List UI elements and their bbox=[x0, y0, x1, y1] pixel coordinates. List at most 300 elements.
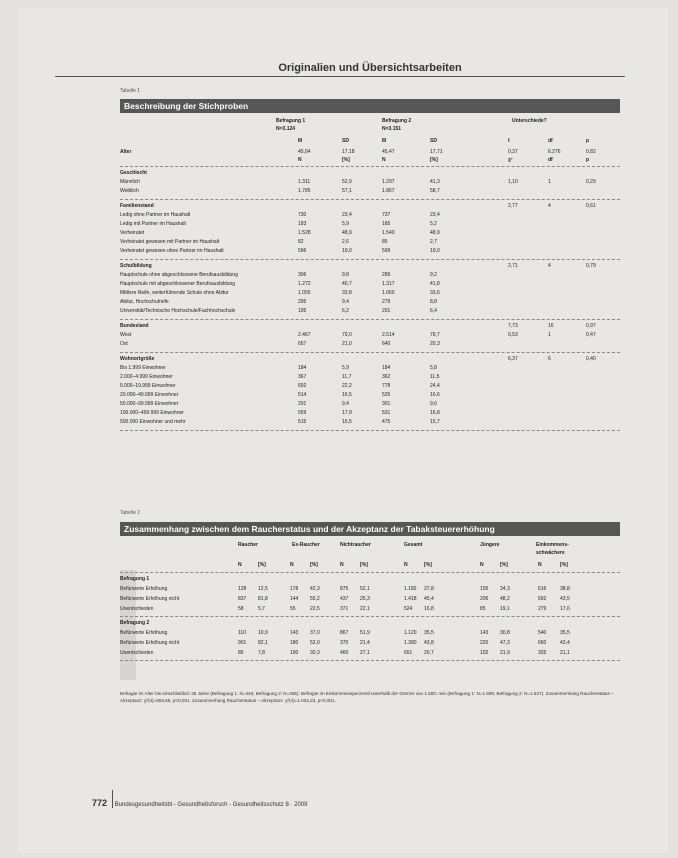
table-cell: 540 bbox=[538, 630, 547, 636]
table-cell: 5,9 bbox=[342, 221, 349, 227]
table-cell: 657 bbox=[298, 341, 307, 347]
column-header: N bbox=[290, 562, 294, 568]
row-divider bbox=[120, 319, 620, 320]
table-cell: 370 bbox=[340, 640, 349, 646]
column-header: df bbox=[548, 138, 553, 144]
section-header bbox=[120, 263, 620, 272]
table-cell: Befürworte Erhöhung nicht bbox=[120, 596, 180, 602]
table-cell: 48,2 bbox=[500, 596, 510, 602]
table-cell: 40,7 bbox=[342, 281, 352, 287]
table-cell: 306 bbox=[298, 272, 307, 278]
column-header: N bbox=[480, 562, 484, 568]
column-header: [%] bbox=[500, 562, 508, 568]
table-row bbox=[120, 341, 620, 350]
table-cell: 1.317 bbox=[382, 281, 395, 287]
table-cell: 460 bbox=[340, 650, 349, 656]
table-cell: 55,2 bbox=[310, 596, 320, 602]
column-n-label: N=3.124 bbox=[276, 126, 296, 132]
journal-line: Bundesgesundheitsbl - Gesundheitsforsch - Gesundheitsschutz 8 · 2009 bbox=[114, 802, 308, 808]
table-cell: 325 bbox=[538, 650, 547, 656]
table-cell: 730 bbox=[298, 212, 307, 218]
table-cell: Ledig ohne Partner im Haushalt bbox=[120, 212, 191, 218]
section-header bbox=[120, 576, 620, 585]
table-cell: 15,7 bbox=[430, 419, 440, 425]
table-cell: 21,9 bbox=[500, 650, 510, 656]
table-cell: 371 bbox=[340, 606, 349, 612]
column-header: N bbox=[404, 562, 408, 568]
table-cell: 9,4 bbox=[342, 299, 349, 305]
table-cell: 1.182 bbox=[404, 586, 417, 592]
table-cell: Verheiratet gewesen mit Partner im Haushalt bbox=[120, 239, 220, 245]
column-group-label: Nichtraucher bbox=[340, 542, 371, 548]
table-cell: 0,97 bbox=[586, 323, 596, 329]
table-cell: 144 bbox=[290, 596, 299, 602]
column-header: p bbox=[586, 138, 590, 144]
table-cell: 4 bbox=[548, 263, 551, 269]
column-header: [%] bbox=[424, 562, 432, 568]
table-cell: 37,0 bbox=[310, 630, 320, 636]
table-row bbox=[120, 650, 620, 659]
table-cell: 367 bbox=[298, 374, 307, 380]
column-group-label: Befragung 2 bbox=[382, 118, 412, 124]
table-cell: Männlich bbox=[120, 179, 141, 185]
table-cell: 11,7 bbox=[342, 374, 352, 380]
table-cell: 102 bbox=[480, 650, 489, 656]
column-header: N bbox=[382, 157, 386, 163]
table-cell: 30,8 bbox=[500, 630, 510, 636]
table-cell: 24,4 bbox=[430, 383, 440, 389]
table-cell: 7,8 bbox=[258, 650, 265, 656]
table-cell: 195 bbox=[298, 308, 307, 314]
table-cell: 692 bbox=[298, 383, 307, 389]
table-cell: 23,4 bbox=[342, 212, 352, 218]
table-cell: 43,5 bbox=[560, 596, 570, 602]
table-row bbox=[120, 640, 620, 649]
table-cell: 6 bbox=[548, 356, 551, 362]
table-cell: 85 bbox=[238, 650, 244, 656]
table-cell: 1.272 bbox=[298, 281, 311, 287]
table-row bbox=[120, 630, 620, 639]
table-cell: 155 bbox=[480, 586, 489, 592]
row-divider bbox=[120, 660, 620, 661]
table-cell: 183 bbox=[298, 221, 307, 227]
table-cell: 48,9 bbox=[430, 230, 440, 236]
table-cell: 9,6 bbox=[430, 401, 437, 407]
row-divider bbox=[120, 572, 620, 573]
table-row bbox=[120, 308, 620, 317]
table-cell: 500.000 Einwohner und mehr bbox=[120, 419, 186, 425]
table-cell: 16 bbox=[548, 323, 554, 329]
table-row bbox=[120, 606, 620, 615]
table-cell: 82,1 bbox=[258, 640, 268, 646]
table-cell: 79,0 bbox=[342, 332, 352, 338]
column-header: M bbox=[382, 138, 387, 144]
column-header: N bbox=[298, 157, 302, 163]
table-cell: Ledig mit Partner im Haushalt bbox=[120, 221, 186, 227]
table-cell: 58,7 bbox=[430, 188, 440, 194]
row-divider bbox=[120, 616, 620, 617]
column-header: N bbox=[538, 562, 542, 568]
table-cell: 42,3 bbox=[310, 586, 320, 592]
table-cell: 279 bbox=[538, 606, 547, 612]
table-cell: 4 bbox=[548, 203, 551, 209]
table-row bbox=[120, 179, 620, 188]
column-header: p bbox=[586, 157, 590, 163]
table-cell: 640 bbox=[382, 341, 391, 347]
column-header: [%] bbox=[560, 562, 568, 568]
table-cell: 1.867 bbox=[382, 188, 395, 194]
table-cell: 867 bbox=[340, 630, 349, 636]
table-cell: 901 bbox=[238, 640, 247, 646]
table-cell: 30,3 bbox=[310, 650, 320, 656]
table-cell: 291 bbox=[298, 401, 307, 407]
table-cell: 6.276 bbox=[548, 149, 561, 155]
column-header: SD bbox=[342, 138, 349, 144]
column-header: χ² bbox=[508, 157, 513, 163]
table-cell: 27,1 bbox=[360, 650, 370, 656]
table-cell: 9,4 bbox=[342, 401, 349, 407]
table-cell: 1.120 bbox=[404, 630, 417, 636]
table-cell: 778 bbox=[382, 383, 391, 389]
table-cell: 20,3 bbox=[430, 341, 440, 347]
table-cell: 52,0 bbox=[310, 640, 320, 646]
table-cell: 289 bbox=[382, 272, 391, 278]
table-cell: 21,4 bbox=[360, 640, 370, 646]
table-cell: 2.000–4.999 Einwohner bbox=[120, 374, 173, 380]
table-cell: Weiblich bbox=[120, 188, 139, 194]
table-cell: 45,47 bbox=[382, 149, 395, 155]
table-cell: 1.528 bbox=[298, 230, 311, 236]
column-header: SD bbox=[430, 138, 437, 144]
column-header: [%] bbox=[258, 562, 266, 568]
table-cell: 85 bbox=[480, 606, 486, 612]
table-row bbox=[120, 392, 620, 401]
table-cell: 22,5 bbox=[310, 606, 320, 612]
table-cell: 55 bbox=[290, 606, 296, 612]
table-cell: 2,77 bbox=[508, 203, 518, 209]
table-cell: Befürworte Erhöhung bbox=[120, 630, 168, 636]
table-row bbox=[120, 586, 620, 595]
table-cell: 1 bbox=[548, 332, 551, 338]
table-cell: 184 bbox=[298, 365, 307, 371]
table1-label: Tabelle 1 bbox=[120, 88, 141, 94]
table-cell: Verheiratet gewesen ohne Partner im Haushalt bbox=[120, 248, 224, 254]
table-cell: Abitur, Hochschulreife bbox=[120, 299, 169, 305]
table-cell: 2,7 bbox=[430, 239, 437, 245]
table-cell: 2,6 bbox=[342, 239, 349, 245]
table-cell: Unentschieden bbox=[120, 650, 154, 656]
table-cell: 21,0 bbox=[342, 341, 352, 347]
table-cell: 23,4 bbox=[430, 212, 440, 218]
table2-group-header-2 bbox=[120, 550, 620, 559]
table-cell: 16,8 bbox=[430, 410, 440, 416]
table-cell: 737 bbox=[382, 212, 391, 218]
table-cell: 22,1 bbox=[360, 606, 370, 612]
table-cell: 599 bbox=[382, 248, 391, 254]
table-cell: 279 bbox=[382, 299, 391, 305]
table-cell: 2.467 bbox=[298, 332, 311, 338]
table-cell: 20,7 bbox=[424, 650, 434, 656]
table-cell: 1.540 bbox=[382, 230, 395, 236]
table-cell: 515 bbox=[298, 419, 307, 425]
table-cell: 50.000–99.999 Einwohner bbox=[120, 401, 179, 407]
column-header: [%] bbox=[430, 157, 438, 163]
table2-footnote: Befragte im Alter bis einschließlich 25 Jahre (Befragung 1: N=446; Befragung 2: N=465). Befragte im Einkommensperzentil unterhalb der Grenze von 1.500; rein (Befragung 1: N=1.595; Befragung 2: N=1.527). Zusammenhang Raucherstatus – Akzeptanz: χ²(4)=656,55, p<0,001. Zusammenhang Raucherstatus – Akzeptanz: χ²(4)=1.034,23, p<0,001. bbox=[120, 691, 614, 703]
table-row bbox=[120, 221, 620, 230]
table-cell: 1.418 bbox=[404, 596, 417, 602]
table-cell: 16,6 bbox=[430, 392, 440, 398]
table-row bbox=[120, 365, 620, 374]
table-cell: 110 bbox=[238, 630, 246, 636]
section-header bbox=[120, 170, 620, 179]
table-cell: 82 bbox=[298, 239, 304, 245]
column-group-label: schwächere bbox=[536, 550, 565, 556]
section-title: Bundesland bbox=[120, 323, 149, 329]
table-row bbox=[120, 239, 620, 248]
table-cell: 1,10 bbox=[508, 179, 518, 185]
table-cell: 660 bbox=[538, 640, 547, 646]
table-cell: 52,9 bbox=[342, 179, 352, 185]
table1-subheader-2 bbox=[120, 157, 620, 166]
table-cell: 37,8 bbox=[424, 586, 434, 592]
table-cell: Mittlere Reife, weiterführende Schule ohne Abitur bbox=[120, 290, 229, 296]
table-cell: 0,61 bbox=[586, 203, 596, 209]
table-cell: 17,18 bbox=[342, 149, 355, 155]
table-cell: 81,8 bbox=[258, 596, 268, 602]
column-header: N bbox=[238, 562, 242, 568]
table-cell: Befürworte Erhöhung bbox=[120, 586, 168, 592]
table-cell: 41,8 bbox=[430, 281, 440, 287]
table-cell: 20.000–49.999 Einwohner bbox=[120, 392, 179, 398]
table-cell: 1.055 bbox=[298, 290, 311, 296]
table-cell: 184 bbox=[382, 365, 391, 371]
table-cell: 17,6 bbox=[560, 606, 570, 612]
table-row bbox=[120, 596, 620, 605]
table-cell: 16,8 bbox=[424, 606, 434, 612]
table-cell: 48,9 bbox=[342, 230, 352, 236]
table-cell: 514 bbox=[298, 392, 307, 398]
table-row bbox=[120, 212, 620, 221]
table-cell: 52,1 bbox=[360, 586, 370, 592]
table-cell: 0,53 bbox=[508, 332, 518, 338]
table2-title: Zusammenhang zwischen dem Raucherstatus und der Akzeptanz der Tabaksteuererhöhung bbox=[120, 522, 620, 536]
table-cell: 524 bbox=[404, 606, 413, 612]
table-cell: 6,4 bbox=[430, 308, 437, 314]
table-cell: Ost bbox=[120, 341, 128, 347]
column-header: [%] bbox=[310, 562, 318, 568]
table-cell: 34,3 bbox=[500, 586, 510, 592]
table-cell: 1.297 bbox=[382, 179, 395, 185]
table-cell: 2.514 bbox=[382, 332, 395, 338]
column-group-label: Einkommens- bbox=[536, 542, 569, 548]
table-cell: 16,5 bbox=[342, 392, 352, 398]
section-header bbox=[120, 620, 620, 629]
table-cell: Unentschieden bbox=[120, 606, 154, 612]
table-cell: 692 bbox=[538, 596, 547, 602]
table-cell: 5.000–19.999 Einwohner bbox=[120, 383, 176, 389]
table-cell: 16,5 bbox=[342, 419, 352, 425]
table-row bbox=[120, 401, 620, 410]
table-cell: 1 bbox=[548, 179, 551, 185]
table-cell: 19,0 bbox=[342, 248, 352, 254]
table-cell: 17,71 bbox=[430, 149, 443, 155]
table-cell: 875 bbox=[340, 586, 349, 592]
table-row bbox=[120, 410, 620, 419]
table-cell: 0,47 bbox=[586, 332, 596, 338]
table2-subheader bbox=[120, 562, 620, 571]
table-row bbox=[120, 230, 620, 239]
table-cell: 220 bbox=[480, 640, 489, 646]
table-row bbox=[120, 299, 620, 308]
row-divider bbox=[120, 199, 620, 200]
table-row bbox=[120, 272, 620, 281]
column-n-label: N=3.151 bbox=[382, 126, 402, 132]
table-row bbox=[120, 281, 620, 290]
table-cell: 596 bbox=[298, 248, 307, 254]
column-group-label: Jüngere bbox=[480, 542, 500, 548]
table-cell: 8,8 bbox=[430, 299, 437, 305]
page-number: 772 bbox=[92, 798, 108, 808]
table1-title: Beschreibung der Stichproben bbox=[120, 99, 620, 113]
table-cell: 143 bbox=[480, 630, 489, 636]
section-title: Geschlecht bbox=[120, 170, 147, 176]
table-cell: 79,7 bbox=[430, 332, 440, 338]
table-cell: 47,3 bbox=[500, 640, 510, 646]
table-cell: 0,37 bbox=[508, 149, 518, 155]
table-cell: 100.000–499.999 Einwohner bbox=[120, 410, 184, 416]
column-header: t bbox=[508, 138, 510, 144]
table-cell: 837 bbox=[238, 596, 247, 602]
table-cell: 143 bbox=[290, 630, 299, 636]
header-rule bbox=[55, 76, 625, 77]
table-cell: Universität/Technische Hochschule/Fachhochschule bbox=[120, 308, 236, 314]
section-title: Befragung 2 bbox=[120, 620, 150, 626]
row-divider bbox=[120, 166, 620, 167]
row-divider bbox=[120, 430, 620, 431]
table-cell: 19,1 bbox=[500, 606, 510, 612]
table1-n-row bbox=[120, 126, 620, 135]
column-group-label: Gesamt bbox=[404, 542, 423, 548]
table-cell: 5,8 bbox=[430, 365, 437, 371]
table-cell: 45,4 bbox=[424, 596, 434, 602]
table-cell: 180 bbox=[290, 640, 299, 646]
table-cell: 9,2 bbox=[430, 272, 437, 278]
table-cell: 616 bbox=[538, 586, 547, 592]
column-group-label: Befragung 1 bbox=[276, 118, 306, 124]
table-cell: 301 bbox=[382, 401, 391, 407]
section-title: Befragung 1 bbox=[120, 576, 150, 582]
table-cell: 33,8 bbox=[342, 290, 352, 296]
table-cell: 11,5 bbox=[430, 374, 440, 380]
table-cell: 45,64 bbox=[298, 149, 311, 155]
table-cell: 10,9 bbox=[258, 630, 268, 636]
table-cell: 1.785 bbox=[298, 188, 311, 194]
table-cell: 128 bbox=[238, 586, 247, 592]
table-cell: 559 bbox=[298, 410, 307, 416]
table-cell: Hauptschule ohne abgeschlossene Berufsausbildung bbox=[120, 272, 238, 278]
table-cell: 651 bbox=[404, 650, 413, 656]
row-divider bbox=[120, 352, 620, 353]
table-cell: 25,3 bbox=[360, 596, 370, 602]
column-group-label: Raucher bbox=[238, 542, 259, 548]
table1-subheader bbox=[120, 138, 620, 147]
table-row bbox=[120, 188, 620, 197]
table-row bbox=[120, 248, 620, 257]
table-cell: Hauptschule mit abgeschlossener Berufsausbildung bbox=[120, 281, 236, 287]
table2-label: Tabelle 2 bbox=[120, 510, 141, 516]
table-cell: 362 bbox=[382, 374, 391, 380]
table-cell: 35,5 bbox=[560, 630, 570, 636]
table-cell: 51,9 bbox=[360, 630, 370, 636]
table-cell: 85 bbox=[382, 239, 388, 245]
table-cell: 7,73 bbox=[508, 323, 518, 329]
table-cell: 19,0 bbox=[430, 248, 440, 254]
table-cell: 5,7 bbox=[258, 606, 265, 612]
column-header: [%] bbox=[342, 157, 350, 163]
column-header: df bbox=[548, 157, 553, 163]
section-header bbox=[120, 203, 620, 212]
table-cell: 201 bbox=[382, 308, 391, 314]
table-cell: 9,8 bbox=[342, 272, 349, 278]
table-cell: 38,8 bbox=[560, 586, 570, 592]
column-group-label: Ex-Raucher bbox=[292, 542, 320, 548]
table-row bbox=[120, 332, 620, 341]
table-cell: Verheiratet bbox=[120, 230, 145, 236]
table-cell: 35,5 bbox=[424, 630, 434, 636]
column-group-label: Unterschiede? bbox=[512, 118, 547, 124]
table-cell: 6,37 bbox=[508, 356, 518, 362]
section-title: Wohnortgröße bbox=[120, 356, 155, 362]
table-cell: 475 bbox=[382, 419, 391, 425]
table-cell: 100 bbox=[290, 650, 299, 656]
table-cell: West bbox=[120, 332, 132, 338]
table-row bbox=[120, 374, 620, 383]
table-cell: 43,8 bbox=[424, 640, 434, 646]
table-row bbox=[120, 290, 620, 299]
table-cell: 58 bbox=[238, 606, 244, 612]
table-cell: 22,2 bbox=[342, 383, 352, 389]
table-cell: 0,40 bbox=[586, 356, 596, 362]
table-cell: Bis 1.999 Einwohner bbox=[120, 365, 166, 371]
table-cell: 5,2 bbox=[430, 221, 437, 227]
table-cell: 21,1 bbox=[560, 650, 570, 656]
page-footer bbox=[92, 798, 308, 808]
table-cell: 6,2 bbox=[342, 308, 349, 314]
column-header: [%] bbox=[360, 562, 368, 568]
page-header: Originalien und Übersichtsarbeiten bbox=[278, 62, 462, 74]
table-cell: 525 bbox=[382, 392, 391, 398]
table-cell: 57,1 bbox=[342, 188, 352, 194]
table-cell: 531 bbox=[382, 410, 391, 416]
table-cell: 295 bbox=[298, 299, 307, 305]
row-divider bbox=[120, 259, 620, 260]
table-cell: 41,3 bbox=[430, 179, 440, 185]
table-row bbox=[120, 419, 620, 428]
table-cell: 1.380 bbox=[404, 640, 417, 646]
table-row bbox=[120, 383, 620, 392]
table-cell: 0,82 bbox=[586, 149, 596, 155]
table-cell: 12,5 bbox=[258, 586, 268, 592]
table-cell: Befürworte Erhöhung nicht bbox=[120, 640, 180, 646]
section-title: Schulbildung bbox=[120, 263, 152, 269]
table-cell: 178 bbox=[290, 586, 299, 592]
table-cell: 17,9 bbox=[342, 410, 352, 416]
table-cell: 437 bbox=[340, 596, 349, 602]
column-header: M bbox=[298, 138, 303, 144]
table-cell: 1.311 bbox=[298, 179, 311, 185]
section-title: Familienstand bbox=[120, 203, 154, 209]
table-cell: 206 bbox=[480, 596, 489, 602]
